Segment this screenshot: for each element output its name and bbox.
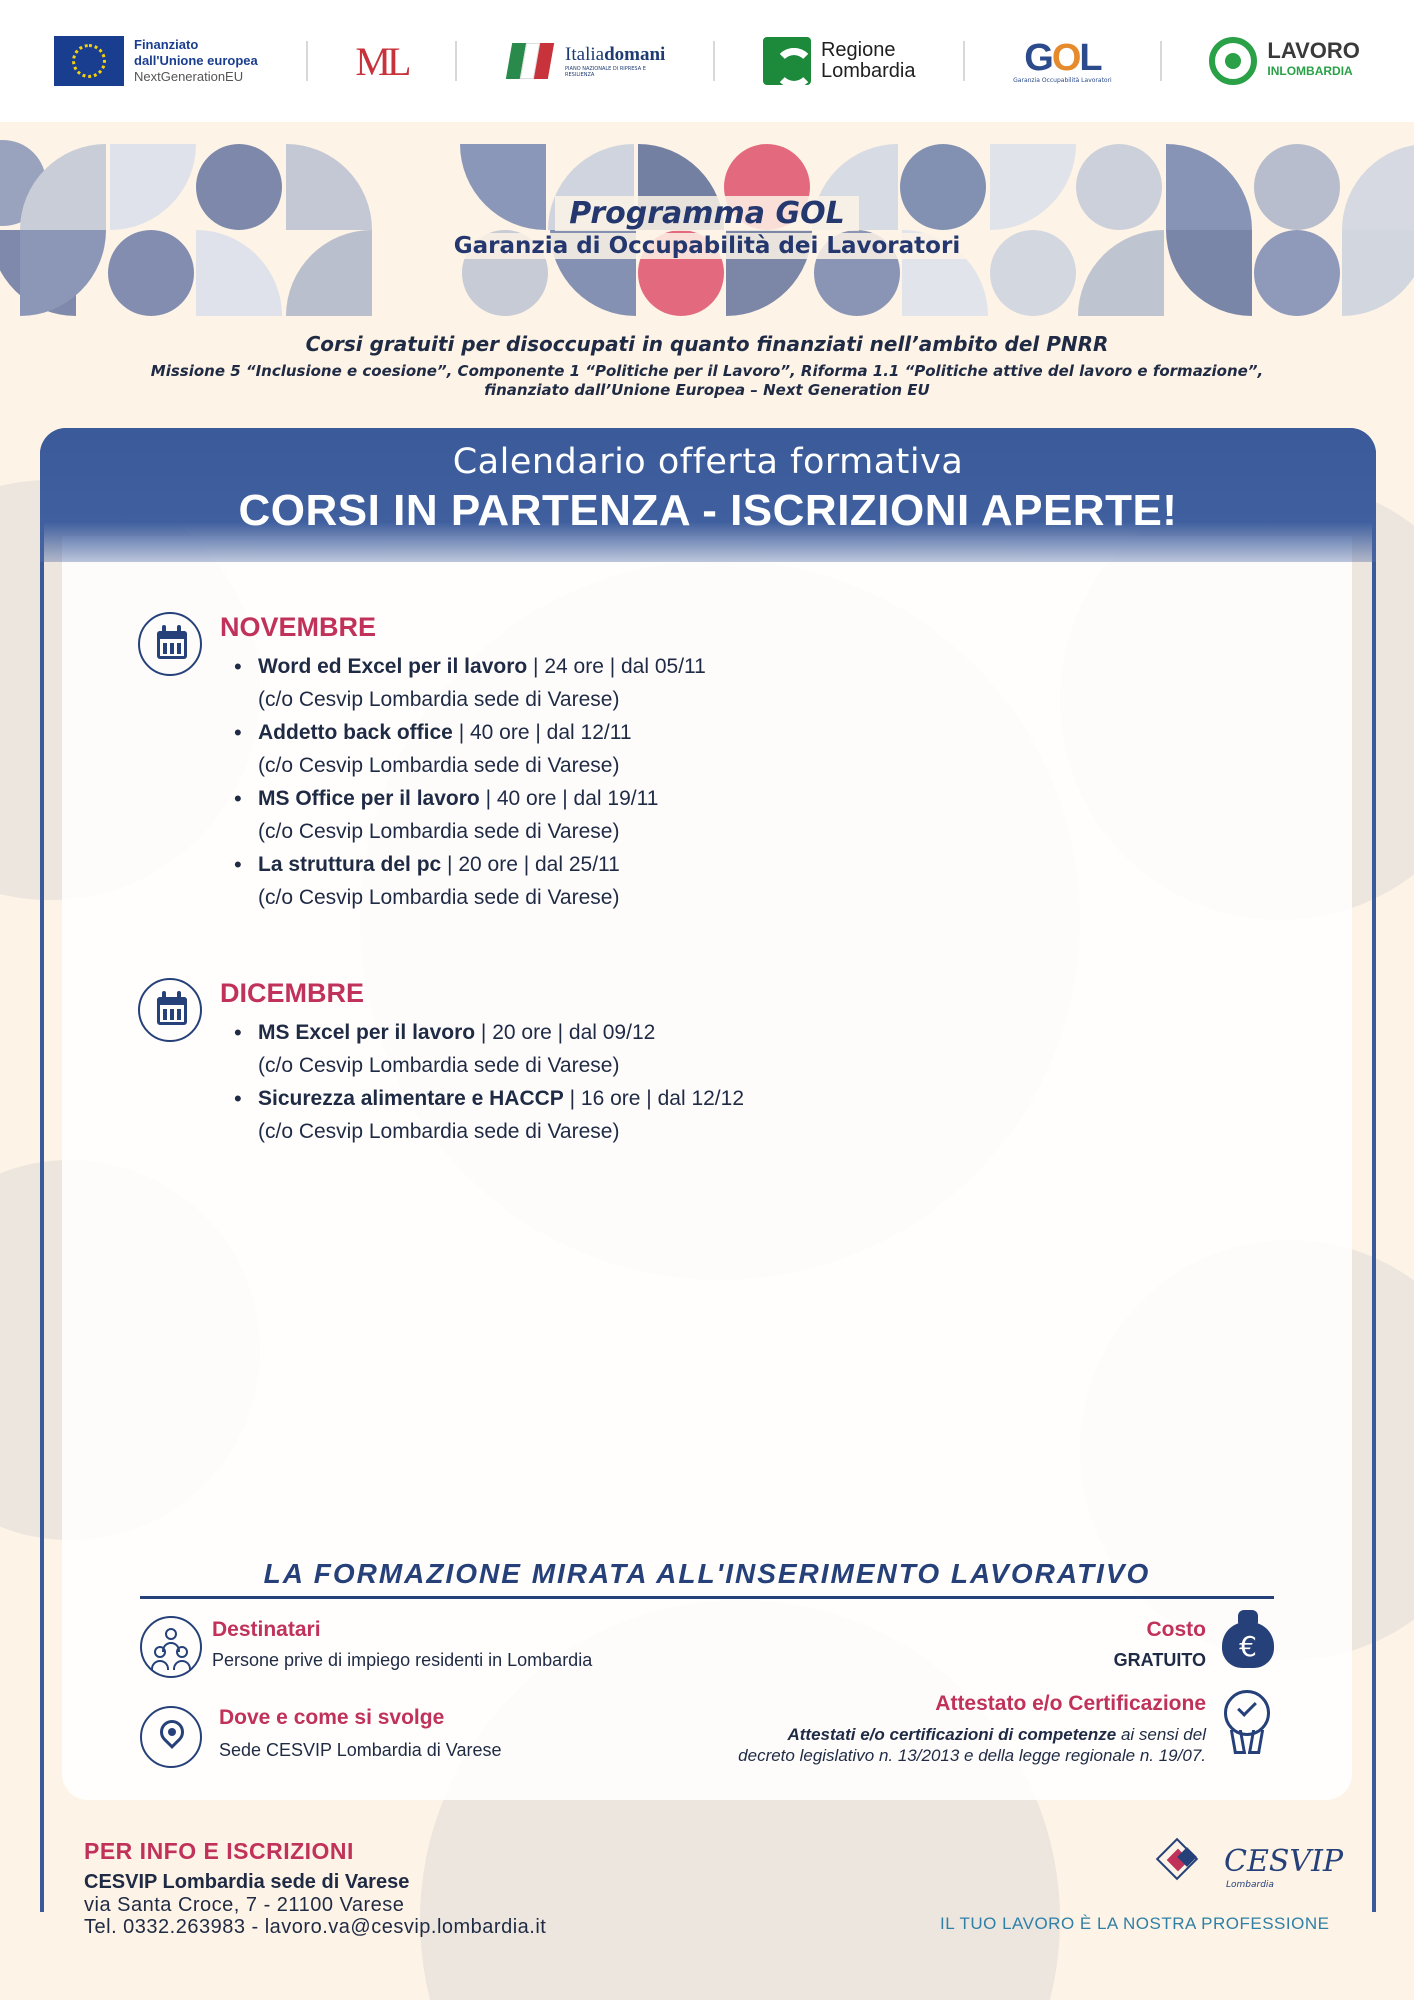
attestato-text (640, 1724, 1206, 1766)
course-title: Sicurezza alimentare e HACCP (258, 1087, 564, 1110)
contact-address: via Santa Croce, 7 - 21100 Varese (84, 1894, 405, 1916)
cesvip-mark-icon (1150, 1838, 1210, 1888)
cesvip-sub: Lombardia (1226, 1880, 1274, 1890)
ministry-logo (355, 38, 407, 85)
course-location: (c/o Cesvip Lombardia sede di Varese) (258, 754, 620, 777)
italiadomani-logo (505, 39, 665, 83)
month-section-novembre (138, 612, 1038, 912)
logo-separator (306, 41, 308, 81)
costo-text: GRATUITO (1113, 1650, 1206, 1670)
cesvip-wordmark: CESVIP (1224, 1844, 1344, 1879)
people-icon (140, 1616, 202, 1678)
cesvip-logo (1150, 1834, 1344, 1894)
course-details: | 20 ore | dal 25/11 (441, 853, 620, 876)
open-enrollment-headline: CORSI IN PARTENZA - ISCRIZIONI APERTE! (238, 486, 1178, 535)
attestato-title: Attestato e/o Certificazione (935, 1692, 1206, 1715)
contact-block (84, 1838, 546, 1938)
tagline: IL TUO LAVORO È LA NOSTRA PROFESSIONE (940, 1914, 1330, 1933)
regione-line1: Regione (820, 39, 896, 61)
intro-line2: Missione 5 “Inclusione e coesione”, Componente 1 “Politiche per il Lavoro”, Riforma 1.1 “Politiche attive del lavoro e formazione”, (150, 362, 1264, 380)
regione-line2: Lombardia (820, 60, 916, 82)
course-item (258, 1082, 1078, 1148)
italiadomani-pre: Italia (565, 44, 605, 65)
destinatari-title: Destinatari (212, 1618, 321, 1641)
regione-lombardia-logo (763, 37, 916, 85)
logo-bar (0, 0, 1414, 122)
lavoro-in-lombardia-logo (1209, 37, 1359, 85)
eu-flag-icon (54, 36, 124, 86)
course-details: | 16 ore | dal 12/12 (563, 1087, 744, 1110)
ministry-mark: ML (355, 38, 408, 84)
intro-text (0, 332, 1414, 400)
contact-org: CESVIP Lombardia sede di Varese (84, 1871, 410, 1893)
lavoro-line2: INLOMBARDIA (1267, 64, 1353, 78)
lavoro-line1: LAVORO (1267, 38, 1360, 63)
location-pin-icon (140, 1706, 202, 1768)
destinatari-text: Persone prive di impiego residenti in Lombardia (212, 1650, 593, 1670)
regione-lombardia-mark-icon (763, 37, 811, 85)
program-title-block (0, 196, 1414, 259)
gol-logo: GOL Garanzia Occupabilità Lavoratori (1013, 36, 1112, 84)
course-title: La struttura del pc (258, 853, 442, 876)
calendar-heading: Calendario offerta formativa (452, 442, 964, 482)
course-list (258, 650, 1078, 914)
course-location: (c/o Cesvip Lombardia sede di Varese) (258, 820, 620, 843)
course-details: | 24 ore | dal 05/11 (527, 655, 706, 678)
course-title: MS Office per il lavoro (258, 787, 480, 810)
course-item (258, 650, 1078, 716)
calendar-icon (138, 612, 202, 676)
course-item (258, 782, 1078, 848)
attestato-text-rest: ai sensi del (1116, 1725, 1206, 1744)
money-bag-icon: € (1222, 1610, 1274, 1670)
attestato-text-line2: decreto legislativo n. 13/2013 e della legge regionale n. 19/07. (738, 1746, 1206, 1765)
contact-phone-email[interactable]: Tel. 0332.263983 - lavoro.va@cesvip.lombardia.it (84, 1916, 547, 1938)
course-location: (c/o Cesvip Lombardia sede di Varese) (258, 1054, 620, 1077)
slogan: LA FORMAZIONE MIRATA ALL'INSERIMENTO LAVORATIVO (263, 1558, 1151, 1589)
course-location: (c/o Cesvip Lombardia sede di Varese) (258, 688, 620, 711)
eu-logo (54, 36, 258, 86)
italiadomani-sub: PIANO NAZIONALE DI RIPRESA E RESILIENZA (565, 66, 646, 78)
program-title: Programma GOL (555, 196, 858, 231)
slogan-divider (140, 1596, 1274, 1599)
course-location: (c/o Cesvip Lombardia sede di Varese) (258, 886, 620, 909)
course-details: | 40 ore | dal 12/11 (452, 721, 632, 744)
course-item (258, 1016, 1078, 1082)
course-card-header (40, 428, 1376, 562)
course-location: (c/o Cesvip Lombardia sede di Varese) (258, 1120, 620, 1143)
dove-title: Dove e come si svolge (219, 1706, 445, 1729)
gol-sub: Garanzia Occupabilità Lavoratori (1013, 76, 1112, 84)
course-item (258, 848, 1078, 914)
course-title: Word ed Excel per il lavoro (258, 655, 528, 678)
calendar-icon (138, 978, 202, 1042)
attestato-text-bold: Attestati e/o certificazioni di competenze (787, 1725, 1117, 1744)
course-list (258, 1016, 1078, 1148)
course-title: Addetto back office (258, 721, 453, 744)
month-name: NOVEMBRE (220, 612, 377, 642)
medal-icon (1222, 1690, 1274, 1756)
course-item (258, 716, 1078, 782)
logo-separator (1160, 41, 1162, 81)
intro-line3: finanziato dall’Unione Europea – Next Generation EU (484, 381, 930, 399)
course-title: MS Excel per il lavoro (258, 1021, 476, 1044)
costo-title: Costo (1146, 1618, 1206, 1641)
dove-text: Sede CESVIP Lombardia di Varese (219, 1740, 502, 1760)
month-section-dicembre (138, 978, 1038, 1158)
eu-logo-line3: NextGenerationEU (134, 69, 244, 84)
course-details: | 40 ore | dal 19/11 (479, 787, 659, 810)
eu-logo-line2: dall'Unione europea (134, 53, 258, 68)
intro-line1: Corsi gratuiti per disoccupati in quanto finanziati nell’ambito del PNRR (305, 332, 1109, 356)
month-name: DICEMBRE (220, 978, 365, 1008)
course-details: | 20 ore | dal 09/12 (475, 1021, 656, 1044)
contact-title: PER INFO E ISCRIZIONI (84, 1838, 354, 1864)
eu-logo-line1: Finanziato (134, 37, 199, 52)
logo-separator (963, 41, 965, 81)
lavoro-in-lombardia-mark-icon (1209, 37, 1257, 85)
italiadomani-post: domani (604, 44, 666, 65)
program-subtitle: Garanzia di Occupabilità dei Lavoratori (444, 233, 970, 259)
logo-separator (713, 41, 715, 81)
logo-separator (455, 41, 457, 81)
italiadomani-flag-icon (505, 39, 555, 83)
